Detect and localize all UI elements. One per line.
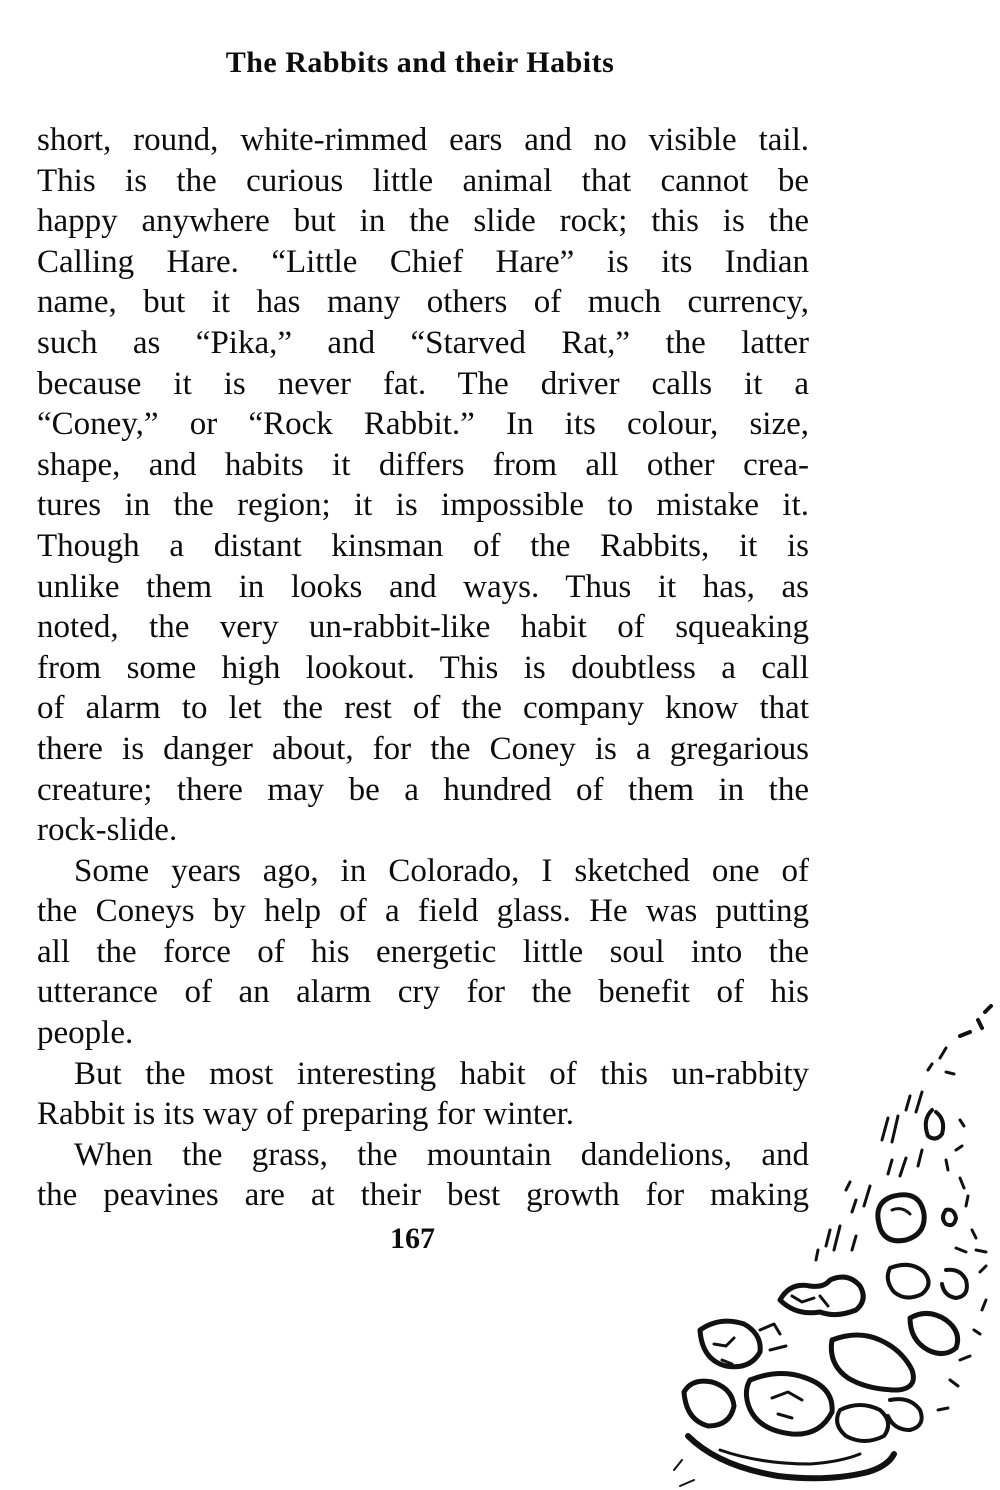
text-line: Though a distant kinsman of the Rabbits, it is	[37, 527, 809, 564]
text-line: unlike them in looks and ways. Thus it has, as	[37, 568, 809, 605]
text-line: from some high lookout. This is doubtless a call	[37, 649, 809, 686]
text-line: name, but it has many others of much currency,	[37, 284, 809, 321]
text-line: tures in the region; it is impossible to mistake it.	[37, 487, 809, 524]
text-line: utterance of an alarm cry for the benefit of his	[37, 974, 809, 1011]
text-line: But the most interesting habit of this un-rabbity	[74, 1055, 809, 1092]
text-line: the Coneys by help of a field glass. He was putting	[37, 893, 809, 930]
text-line: Some years ago, in Colorado, I sketched one of	[74, 852, 809, 889]
text-line: creature; there may be a hundred of them in the	[37, 771, 809, 808]
paragraph	[37, 120, 809, 851]
text-line: of alarm to let the rest of the company know that	[37, 690, 809, 727]
text-line: Calling Hare. “Little Chief Hare” is its Indian	[37, 243, 809, 280]
page-number: 167	[390, 1222, 435, 1255]
text-line: “Coney,” or “Rock Rabbit.” In its colour, size,	[37, 406, 809, 443]
text-line: all the force of his energetic little soul into the	[37, 933, 809, 970]
text-line: noted, the very un-rabbit-like habit of squeaking	[37, 609, 809, 646]
running-head: The Rabbits and their Habits	[225, 46, 615, 79]
text-line: such as “Pika,” and “Starved Rat,” the latter	[37, 324, 809, 361]
text-line: shape, and habits it differs from all other crea-	[37, 446, 809, 483]
text-line: the peavines are at their best growth for making	[37, 1177, 809, 1214]
text-line: This is the curious little animal that cannot be	[37, 162, 809, 199]
text-line: because it is never fat. The driver calls it a	[37, 365, 809, 402]
text-line: there is danger about, for the Coney is a gregarious	[37, 730, 809, 767]
text-line: happy anywhere but in the slide rock; this is the	[37, 203, 809, 240]
text-line: people.	[37, 1015, 134, 1052]
text-line: When the grass, the mountain dandelions, and	[74, 1136, 809, 1173]
text-line: rock-slide.	[37, 812, 178, 849]
text-line: Rabbit is its way of preparing for winter.	[37, 1096, 575, 1133]
rock-slide-sketch	[660, 1000, 1000, 1490]
text-line: short, round, white-rimmed ears and no visible tail.	[37, 122, 809, 158]
